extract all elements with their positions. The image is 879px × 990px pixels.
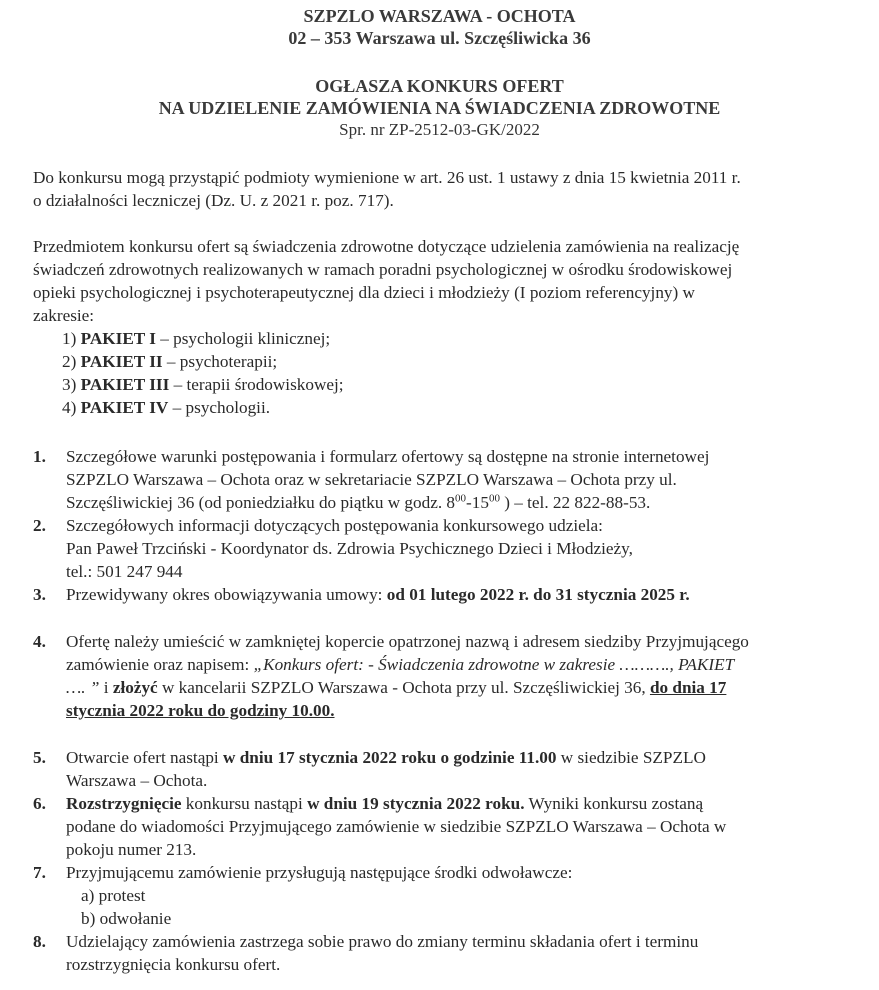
remedy-appeal: b) odwołanie [81, 909, 172, 928]
package-item: 4) PAKIET IV – psychologii. [62, 398, 271, 417]
intro-paragraph: Do konkursu mogą przystąpić podmioty wymienione w art. 26 ust. 1 ustawy z dnia 15 kwietnia 2011 r. o działalności leczniczej (Dz. U. z 2021 r. poz. 717). [33, 168, 741, 210]
package-item: 1) PAKIET I – psychologii klinicznej; [62, 329, 331, 348]
org-name: SZPZLO WARSZAWA - OCHOTA [303, 6, 576, 26]
document-page [0, 5, 879, 990]
package-item: 2) PAKIET II – psychoterapii; [62, 352, 278, 371]
list-item: 8. Udzielający zamówienia zastrzega sobie prawo do zmiany terminu składania ofert i terminu rozstrzygnięcia konkursu ofert. [33, 932, 699, 974]
list-item: 2. Szczegółowych informacji dotyczących postępowania konkursowego udziela: Pan Paweł Trzciński - Koordynator ds. Zdrowia Psychicznego Dzieci i Młodzieży, tel.: 501 247 944 [33, 516, 633, 581]
subject-paragraph: Przedmiotem konkursu ofert są świadczenia zdrowotne dotyczące udzielenia zamówienia na realizację świadczeń zdrowotnych realizowanych w ramach poradni psychologicznej w ośrodku środowiskowej opieki psychologicznej i psychoterapeutycznej dla dzieci i młodzieży (I poziom referencyjny) w zakresie: [33, 237, 740, 325]
remedy-protest: a) protest [81, 886, 146, 905]
list-item: 4. Ofertę należy umieścić w zamkniętej kopercie opatrzonej nazwą i adresem siedziby Przyjmującego zamówienie oraz napisem: „Konkurs ofert: - Świadczenia zdrowotne w zakresie ………., PAKIET …. ” i złożyć w kancelarii SZPZLO Warszawa - Ochota przy ul. Szczęśliwickiej 36, do dnia 17 stycznia 2022 roku do godziny 10.00. [33, 632, 749, 720]
announce-subtitle: NA UDZIELENIE ZAMÓWIENIA NA ŚWIADCZENIA ZDROWOTNE [158, 98, 721, 118]
list-item: 5. Otwarcie ofert nastąpi w dniu 17 stycznia 2022 roku o godzinie 11.00 w siedzibie SZPZLO Warszawa – Ochota. [33, 748, 706, 790]
announce-title: OGŁASZA KONKURS OFERT [315, 76, 564, 96]
list-item: 1. Szczegółowe warunki postępowania i formularz ofertowy są dostępne na stronie internetowej SZPZLO Warszawa – Ochota oraz w sekretariacie SZPZLO Warszawa – Ochota przy ul. Szczęśliwickiej 36 (od poniedziałku do piątku w godz. $8^{00}-15^{00}$ ) – tel. 22 822-88-53. [33, 447, 710, 512]
package-item: 3) PAKIET III – terapii środowiskowej; [62, 375, 344, 394]
list-item: 7. Przyjmującemu zamówienie przysługują następujące środki odwoławcze: [33, 863, 573, 882]
reference-number: Spr. nr ZP-2512-03-GK/2022 [339, 120, 540, 139]
list-item: 3. Przewidywany okres obowiązywania umowy: od 01 lutego 2022 r. do 31 stycznia 2025 r. [33, 585, 690, 604]
org-address: 02 – 353 Warszawa ul. Szczęśliwicka 36 [288, 28, 591, 48]
list-item: 6. Rozstrzygnięcie konkursu nastąpi w dniu 19 stycznia 2022 roku. Wyniki konkursu zostaną podane do wiadomości Przyjmującego zamówienie w siedzibie SZPZLO Warszawa – Ochota w pokoju numer 213. [33, 794, 727, 859]
